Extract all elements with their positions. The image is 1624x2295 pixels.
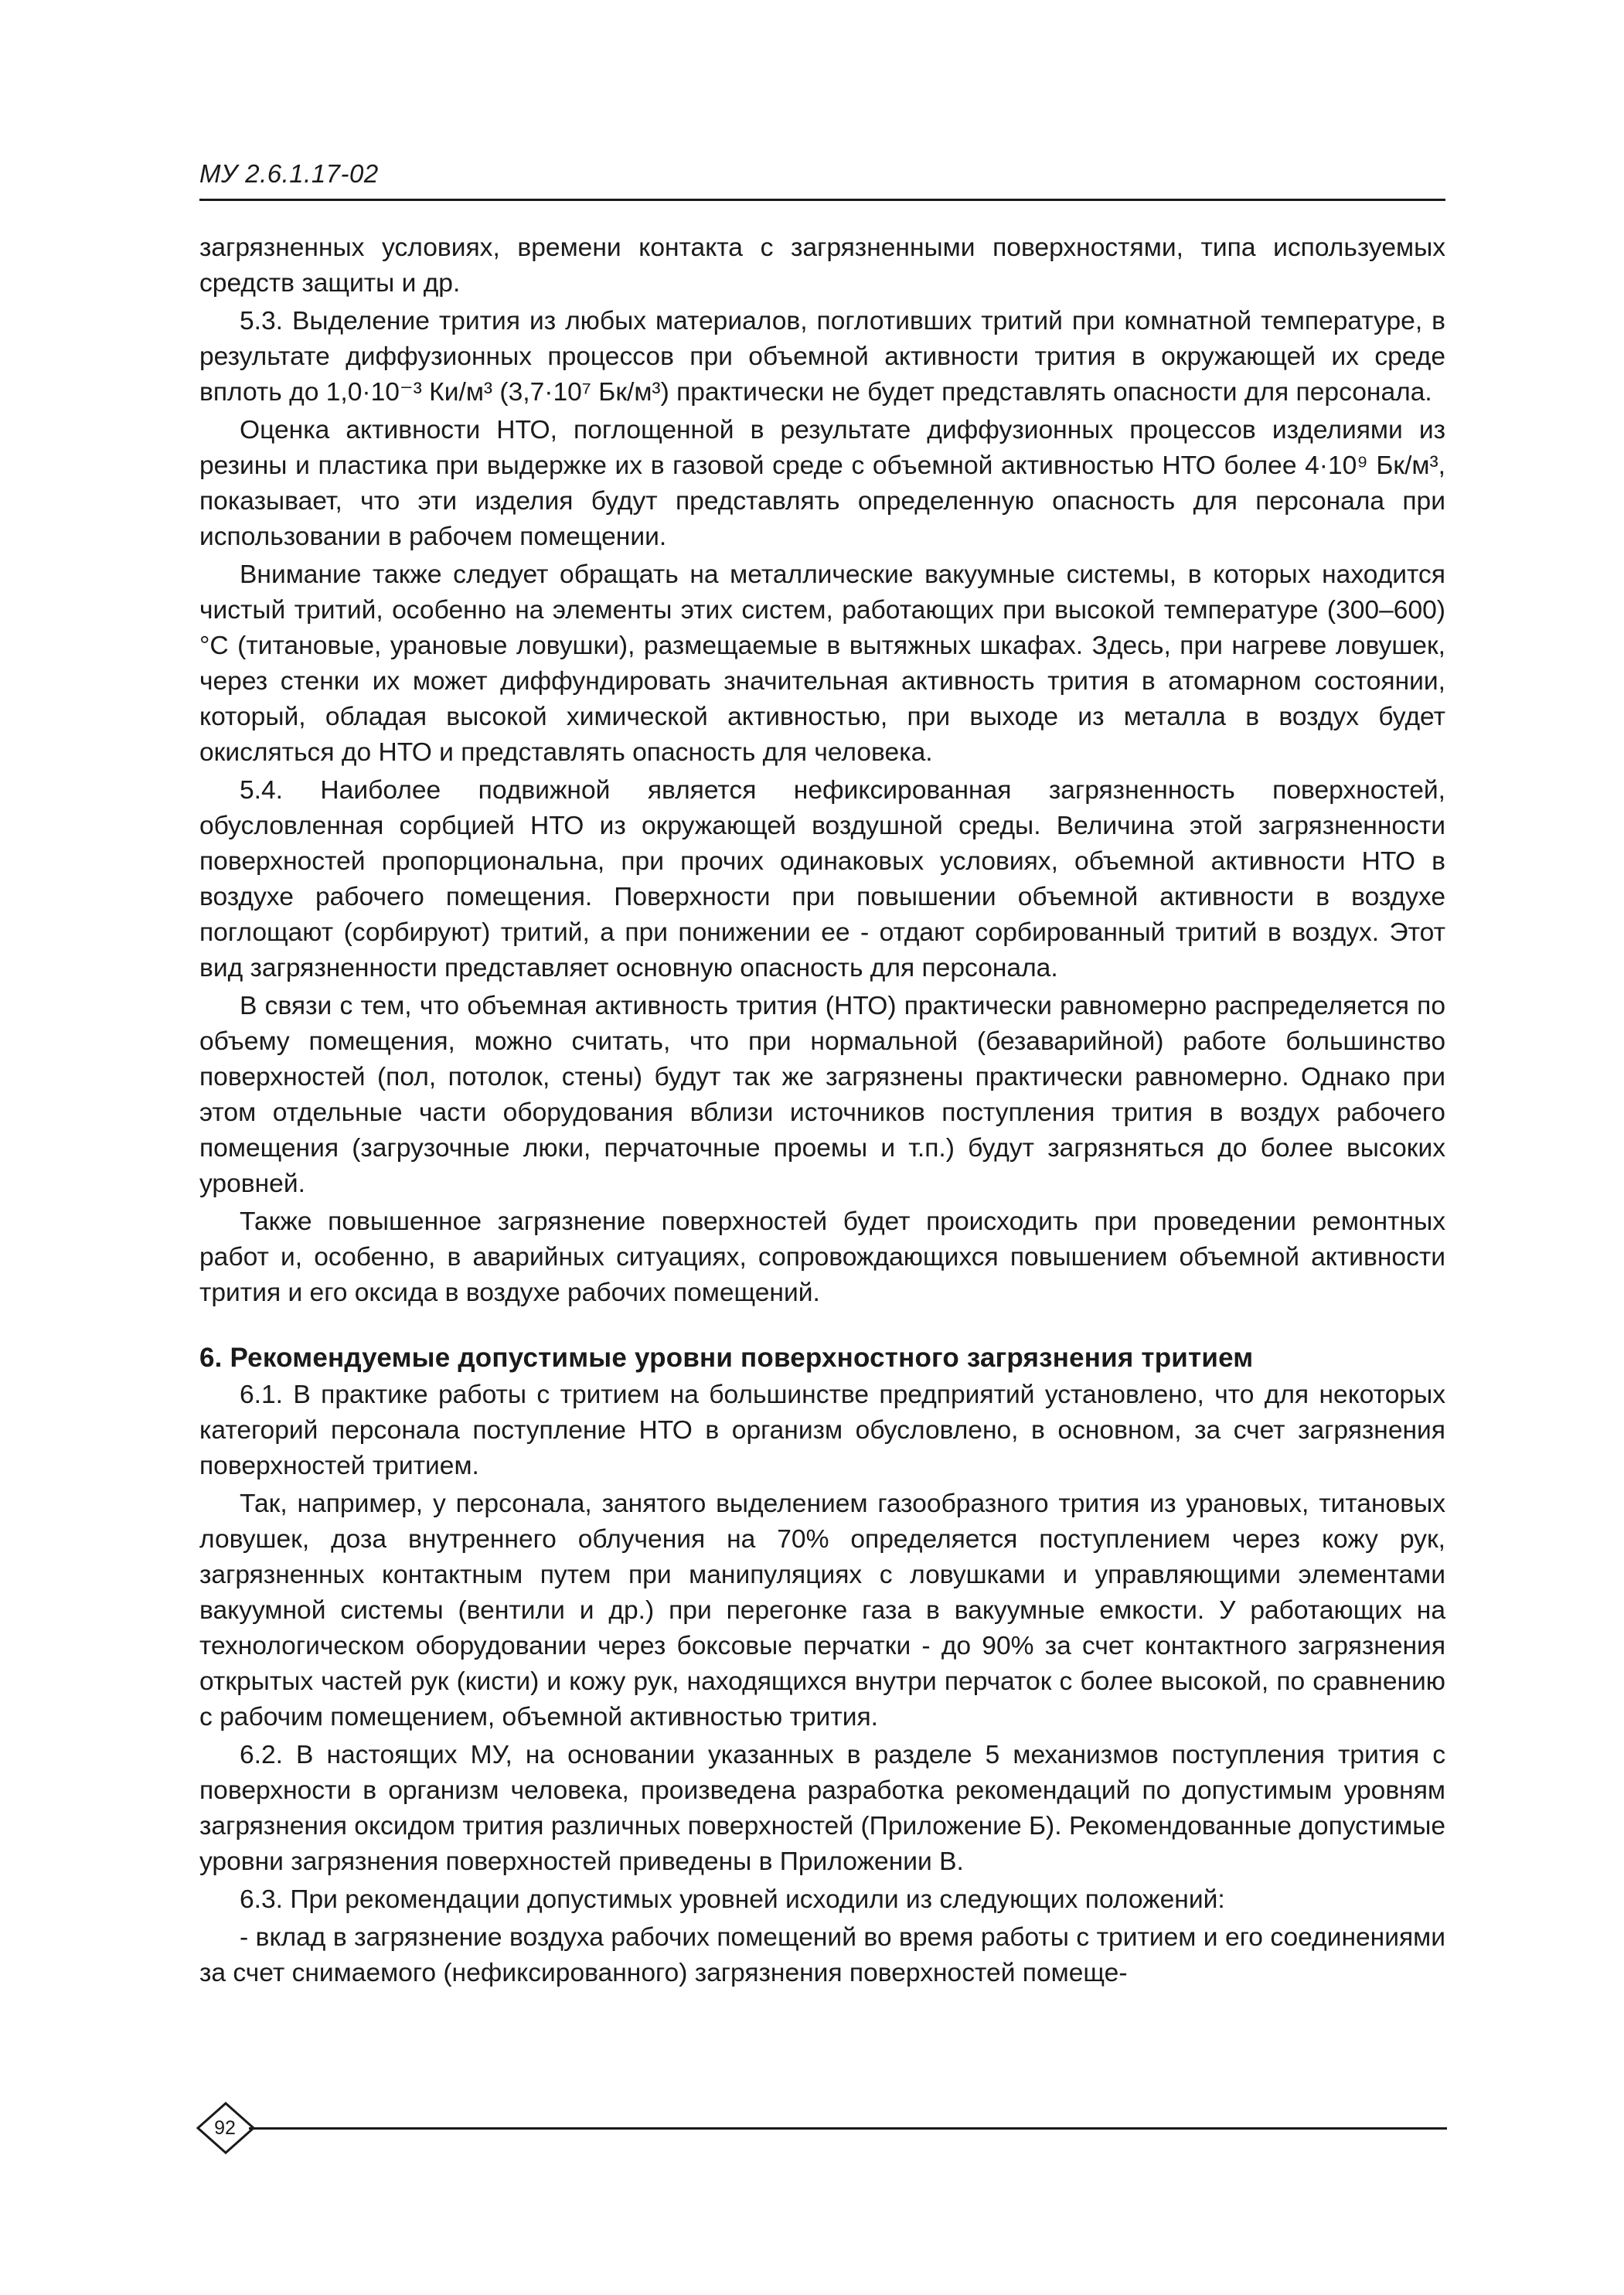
paragraph: В связи с тем, что объемная активность трития (НТО) практически равномерно распределяется по объему помещения, можно считать, что при нормальной (безаварийной) работе большинство поверхностей (пол, потолок, стены) будут так же загрязнены практически равномерно. Однако при этом отдельные части оборудования вблизи источников поступления трития в воздух рабочего помещения (загрузочные люки, перчаточные проемы и т.п.) будут загрязняться до более высоких уровней. xyxy=(199,992,1445,1198)
page-body xyxy=(199,230,1445,1994)
paragraph: 5.3. Выделение трития из любых материалов, поглотивших тритий при комнатной температуре, в результате диффузионных процессов при объемной активности трития в окружающей их среде вплоть до 1,0·10⁻³ Ки/м³ (3,7·10⁷ Бк/м³) практически не будет представлять опасности для персонала. xyxy=(199,307,1445,407)
paragraph: Так, например, у персонала, занятого выделением газообразного трития из урановых, титановых ловушек, доза внутреннего облучения на 70% определяется поступлением через кожу рук, загрязненных контактным путем при манипуляциях с ловушками и управляющими элементами вакуумной системы (вентили и др.) при перегонке газа в вакуумные емкости. У работающих на технологическом оборудовании через боксовые перчатки - до 90% за счет контактного загрязнения открытых частей рук (кисти) и кожу рук, находящихся внутри перчаток с более высокой, по сравнению с рабочим помещением, объемной активностью трития. xyxy=(199,1490,1445,1731)
paragraph: 6.1. В практике работы с тритием на большинстве предприятий установлено, что для некоторых категорий персонала поступление НТО в организм обусловлено, в основном, за счет загрязнения поверхностей тритием. xyxy=(199,1381,1445,1480)
paragraph: 5.4. Наиболее подвижной является нефиксированная загрязненность поверхностей, обусловленная сорбцией НТО из окружающей воздушной среды. Величина этой загрязненности поверхностей пропорциональна, при прочих одинаковых условиях, объемной активности НТО в воздухе рабочего помещения. Поверхности при повышении объемной активности в воздухе поглощают (сорбируют) тритий, а при понижении ее - отдают сорбированный тритий в воздух. Этот вид загрязненности представляет основную опасность для персонала. xyxy=(199,776,1445,982)
page-header xyxy=(199,158,1445,201)
page-number: 92 xyxy=(214,2117,236,2139)
paragraph: Внимание также следует обращать на металлические вакуумные системы, в которых находится чистый тритий, особенно на элементы этих систем, работающих при высокой температуре (300–600) °С (титановые, урановые ловушки), размещаемые в вытяжных шкафах. Здесь, при нагреве ловушек, через стенки их может диффундировать значительная активность трития в атомарном состоянии, который, обладая высокой химической активностью, при выходе из металла в воздух будет окисляться до НТО и представлять опасность для человека. xyxy=(199,560,1445,767)
document-code: МУ 2.6.1.17-02 xyxy=(199,159,379,188)
paragraph: загрязненных условиях, времени контакта с загрязненными поверхностями, типа используемых средств защиты и др. xyxy=(199,233,1445,298)
paragraph: Также повышенное загрязнение поверхностей будет происходить при проведении ремонтных работ и, особенно, в аварийных ситуациях, сопровождающихся повышением объемной активности трития и его оксида в воздухе рабочих помещений. xyxy=(199,1207,1445,1307)
page-footer xyxy=(195,2101,1447,2155)
section-heading: 6. Рекомендуемые допустимые уровни поверхностного загрязнения тритием xyxy=(199,1343,1254,1373)
paragraph: 6.2. В настоящих МУ, на основании указанных в разделе 5 механизмов поступления трития с поверхности в организм человека, произведена разработка рекомендаций по допустимым уровням загрязнения оксидом трития различных поверхностей (Приложение Б). Рекомендованные допустимые уровни загрязнения поверхностей приведены в Приложении В. xyxy=(199,1741,1445,1876)
list-item: - вклад в загрязнение воздуха рабочих помещений во время работы с тритием и его соединениями за счет снимаемого (нефиксированного) загрязнения поверхностей помеще- xyxy=(199,1923,1445,1987)
paragraph: Оценка активности НТО, поглощенной в результате диффузионных процессов изделиями из резины и пластика при выдержке их в газовой среде с объемной активностью НТО более 4·10⁹ Бк/м³, показывает, что эти изделия будут представлять определенную опасность для персонала при использовании в рабочем помещении. xyxy=(199,416,1445,551)
paragraph: 6.3. При рекомендации допустимых уровней исходили из следующих положений: xyxy=(240,1885,1225,1914)
header-rule xyxy=(199,199,1445,201)
footer-rule xyxy=(249,2127,1447,2130)
